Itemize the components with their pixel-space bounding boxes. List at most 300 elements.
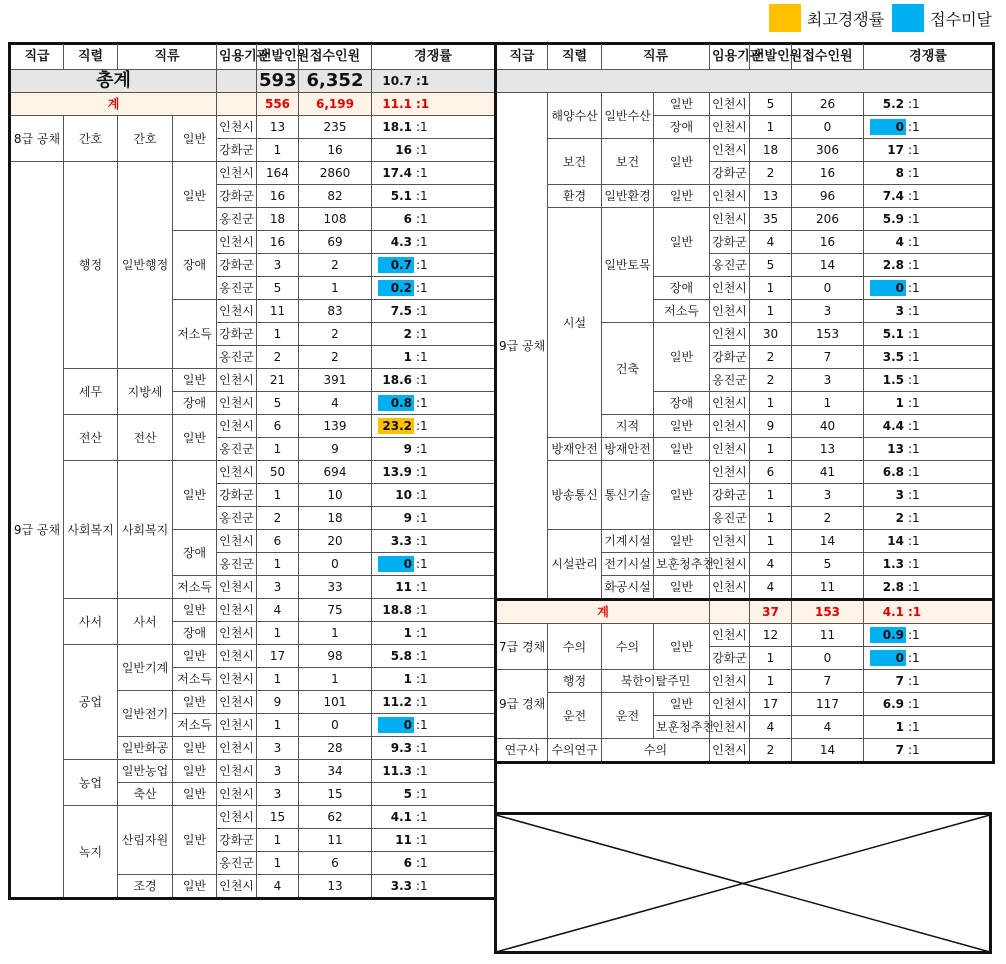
rate-value: 1.3 (882, 557, 904, 571)
applied-cell: 139 (299, 415, 372, 438)
agency-cell: 인천시 (710, 415, 750, 438)
left-table (8, 42, 497, 900)
rate-suffix: :1 (416, 419, 428, 433)
rate-suffix: :1 (416, 350, 428, 364)
agency-cell: 인천시 (710, 323, 750, 346)
selected-cell: 17 (750, 693, 792, 716)
selected-cell: 1 (257, 829, 299, 852)
rate-cell (864, 392, 994, 415)
rate-cell (864, 369, 994, 392)
class-cell: 수의 (602, 624, 654, 670)
rate-value: 1 (403, 626, 412, 640)
agency-cell: 인천시 (217, 231, 257, 254)
empty-cell-cross (494, 813, 992, 954)
rate-cell (372, 737, 496, 760)
rate-suffix: :1 (908, 743, 920, 757)
table-row (10, 116, 496, 139)
rate-cell (372, 300, 496, 323)
kind-cell: 일반 (654, 139, 710, 185)
class-cell: 지방세 (118, 369, 173, 415)
selected-cell: 5 (257, 392, 299, 415)
agency-cell: 인천시 (217, 691, 257, 714)
rate-cell (864, 323, 994, 346)
rate-cell (372, 691, 496, 714)
grand-total-agency (217, 70, 257, 93)
rate-suffix: :1 (908, 350, 920, 364)
rate-suffix: :1 (416, 626, 428, 640)
rate-value: 2 (403, 327, 412, 341)
series-cell: 공업 (64, 645, 118, 760)
rate-suffix: :1 (416, 718, 428, 732)
grand-total-selected: 593 (257, 70, 299, 93)
agency-cell: 강화군 (217, 323, 257, 346)
rate-value: 4.1 (390, 810, 412, 824)
selected-cell: 164 (257, 162, 299, 185)
rate-suffix: :1 (416, 672, 428, 686)
closed-subtotal-row (496, 600, 994, 624)
rate-cell (372, 139, 496, 162)
rate-cell (864, 116, 994, 139)
kind-cell: 일반 (654, 461, 710, 530)
rate-value: 13 (887, 442, 904, 456)
rate-value: 18.1 (382, 120, 412, 134)
selected-cell: 2 (257, 346, 299, 369)
selected-cell: 5 (750, 93, 792, 116)
rate-cell (372, 530, 496, 553)
rate-cell (372, 231, 496, 254)
rate-suffix: :1 (416, 465, 428, 479)
agency-cell: 옹진군 (217, 438, 257, 461)
applied-cell: 98 (299, 645, 372, 668)
kind-cell: 일반 (654, 530, 710, 553)
applied-cell: 40 (792, 415, 864, 438)
series-cell: 보건 (548, 139, 602, 185)
applied-cell: 18 (299, 507, 372, 530)
agency-cell: 옹진군 (217, 852, 257, 875)
rate-suffix: :1 (416, 879, 428, 893)
rate-suffix: :1 (416, 787, 428, 801)
rate-value: 6 (403, 212, 412, 226)
open-subtotal-agency (217, 93, 257, 116)
class-cell: 일반화공 (118, 737, 173, 760)
table-row (10, 162, 496, 185)
kind-cell: 일반 (173, 461, 217, 530)
rate-value: 9.3 (390, 741, 412, 755)
kind-cell: 일반 (173, 116, 217, 162)
selected-cell: 1 (750, 277, 792, 300)
rate-cell (864, 670, 994, 693)
class-cell: 보건 (602, 139, 654, 185)
rate-value-under: 0 (870, 280, 906, 296)
rate-value: 18.6 (382, 373, 412, 387)
rate-value-under: 0.2 (378, 280, 414, 296)
agency-cell: 인천시 (710, 624, 750, 647)
rate-cell (372, 760, 496, 783)
agency-cell: 인천시 (710, 300, 750, 323)
rate-cell (864, 185, 994, 208)
selected-cell: 1 (750, 647, 792, 670)
agency-cell: 옹진군 (217, 208, 257, 231)
selected-cell: 1 (257, 484, 299, 507)
agency-cell: 강화군 (710, 346, 750, 369)
col-header-applied: 접수인원 (792, 44, 864, 70)
grade-cell: 9급 경채 (496, 670, 548, 739)
rate-value: 9 (403, 442, 412, 456)
class-cell: 전기시설 (602, 553, 654, 576)
selected-cell: 13 (750, 185, 792, 208)
rate-value: 1.5 (882, 373, 904, 387)
applied-cell: 26 (792, 93, 864, 116)
applied-cell: 15 (299, 783, 372, 806)
kind-cell: 저소득 (173, 668, 217, 691)
series-cell: 방송통신 (548, 461, 602, 530)
closed-subtotal-rate (864, 600, 994, 624)
kind-cell: 장애 (173, 392, 217, 415)
class-cell: 지적 (602, 415, 654, 438)
grand-total-label: 총계 (10, 70, 217, 93)
rate-cell (372, 553, 496, 576)
applied-cell: 117 (792, 693, 864, 716)
kind-cell: 일반 (173, 737, 217, 760)
applied-cell: 101 (299, 691, 372, 714)
kind-cell: 일반 (173, 415, 217, 461)
rate-cell (372, 599, 496, 622)
selected-cell: 13 (257, 116, 299, 139)
selected-cell: 1 (257, 553, 299, 576)
grand-total-applied: 6,352 (299, 70, 372, 93)
agency-cell: 인천시 (217, 645, 257, 668)
class-cell: 건축 (602, 323, 654, 415)
class-cell: 통신기술 (602, 461, 654, 530)
agency-cell: 인천시 (710, 739, 750, 763)
selected-cell: 50 (257, 461, 299, 484)
rate-cell (372, 668, 496, 691)
rate-cell (372, 277, 496, 300)
rate-value: 8 (895, 166, 904, 180)
legend-under-label: 접수미달 (930, 9, 992, 29)
open-subtotal-label: 계 (10, 93, 217, 116)
applied-cell: 14 (792, 530, 864, 553)
rate-suffix: :1 (908, 697, 920, 711)
selected-cell: 2 (750, 162, 792, 185)
rate-suffix: :1 (908, 720, 920, 734)
rate-value: 5.1 (390, 189, 412, 203)
rate-suffix: :1 (416, 189, 428, 203)
right-blank-band (496, 70, 994, 93)
class-cell: 수의 (602, 739, 710, 763)
applied-cell: 28 (299, 737, 372, 760)
selected-cell: 6 (750, 461, 792, 484)
rate-cell (864, 139, 994, 162)
rate-suffix: :1 (908, 189, 920, 203)
rate-suffix: :1 (416, 396, 428, 410)
open-subtotal-selected: 556 (257, 93, 299, 116)
selected-cell: 12 (750, 624, 792, 647)
class-cell: 운전 (602, 693, 654, 739)
class-cell: 기계시설 (602, 530, 654, 553)
applied-cell: 96 (792, 185, 864, 208)
agency-cell: 인천시 (217, 714, 257, 737)
rate-suffix: :1 (416, 741, 428, 755)
table-row (496, 670, 994, 693)
rate-suffix: :1 (416, 580, 428, 594)
applied-cell: 0 (299, 714, 372, 737)
applied-cell: 2 (299, 323, 372, 346)
grand-total-rate-value: 10.7 (382, 74, 412, 88)
grade-cell: 7급 경채 (496, 624, 548, 670)
rate-cell (372, 645, 496, 668)
applied-cell: 0 (299, 553, 372, 576)
rate-cell (372, 392, 496, 415)
class-cell: 사서 (118, 599, 173, 645)
class-cell: 축산 (118, 783, 173, 806)
selected-cell: 1 (750, 484, 792, 507)
agency-cell: 인천시 (217, 875, 257, 899)
agency-cell: 강화군 (217, 185, 257, 208)
kind-cell: 장애 (654, 277, 710, 300)
applied-cell: 3 (792, 484, 864, 507)
kind-cell: 일반 (654, 93, 710, 116)
rate-value: 6.8 (882, 465, 904, 479)
agency-cell: 옹진군 (710, 254, 750, 277)
rate-suffix: :1 (416, 695, 428, 709)
rate-cell (372, 484, 496, 507)
col-header-agency: 임용기관 (217, 44, 257, 70)
rate-cell (864, 647, 994, 670)
agency-cell: 인천시 (710, 461, 750, 484)
selected-cell: 1 (257, 139, 299, 162)
applied-cell: 206 (792, 208, 864, 231)
right-blank-row (496, 70, 994, 93)
applied-cell: 16 (299, 139, 372, 162)
selected-cell: 21 (257, 369, 299, 392)
rate-cell (864, 576, 994, 600)
applied-cell: 34 (299, 760, 372, 783)
agency-cell: 인천시 (217, 369, 257, 392)
legend-max-label: 최고경쟁률 (806, 9, 885, 29)
rate-value: 2.8 (882, 580, 904, 594)
table-row (496, 530, 994, 553)
class-cell: 일반기계 (118, 645, 173, 691)
col-header-class: 직류 (602, 44, 710, 70)
agency-cell: 옹진군 (217, 277, 257, 300)
class-cell: 간호 (118, 116, 173, 162)
rate-value: 7.5 (390, 304, 412, 318)
applied-cell: 2 (792, 507, 864, 530)
kind-cell: 저소득 (173, 576, 217, 599)
kind-cell: 저소득 (654, 300, 710, 323)
kind-cell: 일반 (173, 760, 217, 783)
rate-value: 11 (395, 833, 412, 847)
agency-cell: 인천시 (710, 553, 750, 576)
agency-cell: 인천시 (217, 668, 257, 691)
series-cell: 환경 (548, 185, 602, 208)
rate-value: 2 (895, 511, 904, 525)
agency-cell: 인천시 (710, 139, 750, 162)
agency-cell: 인천시 (710, 392, 750, 415)
col-header-rate: 경쟁률 (864, 44, 994, 70)
agency-cell: 강화군 (710, 647, 750, 670)
class-cell: 산림자원 (118, 806, 173, 875)
closed-subtotal-agency (710, 600, 750, 624)
selected-cell: 4 (257, 599, 299, 622)
rate-cell (372, 162, 496, 185)
applied-cell: 391 (299, 369, 372, 392)
rate-suffix: :1 (908, 488, 920, 502)
rate-value: 7 (895, 674, 904, 688)
selected-cell: 1 (750, 116, 792, 139)
open-subtotal-rate-value: 11.1 (382, 97, 412, 111)
applied-cell: 13 (792, 438, 864, 461)
class-cell: 방재안전 (602, 438, 654, 461)
rate-suffix: :1 (416, 304, 428, 318)
agency-cell: 인천시 (217, 415, 257, 438)
rate-cell (864, 739, 994, 763)
rate-cell (864, 530, 994, 553)
agency-cell: 강화군 (217, 484, 257, 507)
rate-suffix: :1 (416, 764, 428, 778)
agency-cell: 인천시 (217, 116, 257, 139)
agency-cell: 인천시 (710, 185, 750, 208)
rate-suffix: :1 (416, 235, 428, 249)
rate-cell (372, 461, 496, 484)
closed-subtotal-selected: 37 (750, 600, 792, 624)
rate-value: 5.2 (882, 97, 904, 111)
agency-cell: 강화군 (710, 162, 750, 185)
applied-cell: 14 (792, 254, 864, 277)
rate-suffix: :1 (908, 580, 920, 594)
rate-value: 1 (895, 720, 904, 734)
selected-cell: 9 (750, 415, 792, 438)
series-cell: 행정 (548, 670, 602, 693)
kind-cell: 일반 (173, 783, 217, 806)
selected-cell: 1 (750, 392, 792, 415)
open-subtotal-rate (372, 93, 496, 116)
class-cell: 전산 (118, 415, 173, 461)
selected-cell: 2 (750, 739, 792, 763)
table-row (496, 624, 994, 647)
rate-cell (864, 300, 994, 323)
selected-cell: 15 (257, 806, 299, 829)
legend-max-swatch (769, 4, 801, 32)
rate-cell (372, 875, 496, 899)
rate-suffix: :1 (908, 327, 920, 341)
rate-value-under: 0.7 (378, 257, 414, 273)
rate-value: 2.8 (882, 258, 904, 272)
selected-cell: 9 (257, 691, 299, 714)
class-cell: 일반수산 (602, 93, 654, 139)
rate-cell (864, 553, 994, 576)
rate-suffix: :1 (908, 628, 920, 642)
rate-value: 4.4 (882, 419, 904, 433)
selected-cell: 1 (257, 852, 299, 875)
col-header-agency: 임용기관 (710, 44, 750, 70)
rate-value: 3.5 (882, 350, 904, 364)
table-row (10, 461, 496, 484)
applied-cell: 10 (299, 484, 372, 507)
agency-cell: 인천시 (217, 576, 257, 599)
rate-value-max: 23.2 (378, 418, 414, 434)
agency-cell: 인천시 (217, 599, 257, 622)
col-header-grade: 직급 (10, 44, 64, 70)
kind-cell: 일반 (173, 599, 217, 622)
table-row (10, 645, 496, 668)
agency-cell: 인천시 (217, 760, 257, 783)
agency-cell: 옹진군 (217, 507, 257, 530)
class-cell: 북한이탈주민 (602, 670, 710, 693)
agency-cell: 인천시 (710, 576, 750, 600)
selected-cell: 1 (257, 323, 299, 346)
agency-cell: 강화군 (217, 254, 257, 277)
kind-cell: 일반 (654, 438, 710, 461)
rate-value-under: 0.8 (378, 395, 414, 411)
rate-cell (372, 346, 496, 369)
rate-cell (864, 254, 994, 277)
agency-cell: 인천시 (217, 737, 257, 760)
kind-cell: 일반 (173, 691, 217, 714)
applied-cell: 75 (299, 599, 372, 622)
grand-total-rate-suffix: :1 (416, 74, 430, 88)
rate-cell (372, 576, 496, 599)
rate-value: 5 (403, 787, 412, 801)
rate-value: 3 (895, 304, 904, 318)
selected-cell: 1 (750, 300, 792, 323)
selected-cell: 2 (750, 369, 792, 392)
rate-value: 17 (887, 143, 904, 157)
rate-cell (372, 852, 496, 875)
rate-value: 9 (403, 511, 412, 525)
rate-suffix: :1 (416, 212, 428, 226)
kind-cell: 일반 (173, 369, 217, 392)
rate-cell (864, 346, 994, 369)
selected-cell: 16 (257, 185, 299, 208)
grand-total-row (10, 70, 496, 93)
selected-cell: 4 (257, 875, 299, 899)
rate-cell (372, 783, 496, 806)
rate-value: 6.9 (882, 697, 904, 711)
rate-suffix: :1 (908, 166, 920, 180)
applied-cell: 3 (792, 300, 864, 323)
applied-cell: 82 (299, 185, 372, 208)
table-row (10, 599, 496, 622)
rate-value: 1 (403, 350, 412, 364)
rate-suffix: :1 (908, 304, 920, 318)
kind-cell: 장애 (173, 231, 217, 300)
kind-cell: 장애 (654, 116, 710, 139)
rate-suffix: :1 (908, 442, 920, 456)
open-subtotal-rate-suffix: :1 (416, 97, 430, 111)
agency-cell: 옹진군 (710, 507, 750, 530)
selected-cell: 1 (257, 622, 299, 645)
agency-cell: 옹진군 (217, 553, 257, 576)
rate-cell (864, 277, 994, 300)
rate-cell (372, 369, 496, 392)
applied-cell: 9 (299, 438, 372, 461)
rate-suffix: :1 (416, 120, 428, 134)
closed-subtotal-label: 계 (496, 600, 710, 624)
kind-cell: 일반 (654, 323, 710, 392)
kind-cell: 일반 (654, 208, 710, 277)
grade-cell: 9급 공채 (496, 93, 548, 600)
series-cell: 농업 (64, 760, 118, 806)
col-header-grade: 직급 (496, 44, 548, 70)
agency-cell: 인천시 (217, 300, 257, 323)
series-cell: 시설관리 (548, 530, 602, 600)
rate-value: 4 (895, 235, 904, 249)
closed-subtotal-rate-value: 4.1 (882, 605, 904, 619)
rate-value: 1 (403, 672, 412, 686)
col-header-applied: 접수인원 (299, 44, 372, 70)
